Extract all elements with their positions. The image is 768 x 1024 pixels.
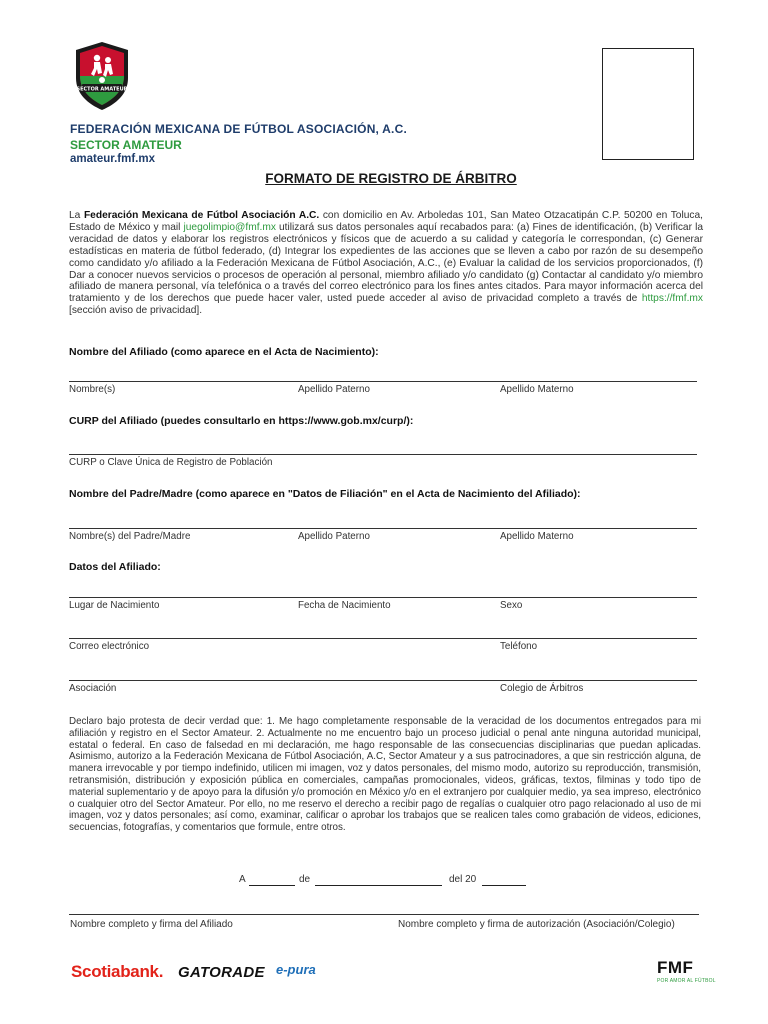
label-colegio: Colegio de Árbitros	[500, 683, 584, 694]
date-del-label: del 20	[449, 874, 477, 885]
label-nombres: Nombre(s)	[69, 384, 116, 395]
label-apellido-paterno: Apellido Paterno	[298, 384, 370, 395]
year-line[interactable]	[482, 885, 526, 886]
label-sexo: Sexo	[500, 600, 523, 611]
section-data-heading: Datos del Afiliado:	[69, 561, 161, 573]
label-fecha: Fecha de Nacimiento	[298, 600, 391, 611]
sector-amateur-logo	[72, 40, 132, 112]
org-name: FEDERACIÓN MEXICANA DE FÚTBOL ASOCIACIÓN, A.C.	[70, 122, 407, 136]
privacy-org-name: Federación Mexicana de Fútbol Asociación A.C.	[83, 210, 320, 221]
privacy-notice	[69, 210, 703, 317]
gatorade-logo: GATORADE	[178, 964, 265, 981]
privacy-text-2: con domicilio en Av. Arboledas 101, San Mateo Otzacatipán C.P. 50200 en Toluca, Estado de México y mail	[69, 210, 703, 233]
scotiabank-logo: Scotiabank.	[71, 962, 164, 981]
privacy-text-3: utilizará sus datos personales aquí recabados para: (a) Fines de identificación, (b) Verificar la veracidad de datos y elaborar los registros electrónicos y físicos que de acuerdo a su calidad y categoría le correspondan, (c) Generar estadísticas en materia de fútbol federado, (d) Integrar los expedientes de las acciones que se lleven a cabo por razón de su desempeño como candidato y/o afiliado a la Federación Mexicana de Fútbol Asociación, A.C., (e) Evaluar la calidad de los servicios proporcionados, (f) Dar a conocer nuevos servicios o procesos de operación al personal, miembro afiliado y/o candidato (g) Contactar al candidato y/o miembro afiliado de manera personal, vía telefónica o a través del correo electrónico para los fines antes citados. Para mayor información acerca del tratamiento y de los derechos que puede hacer valer, usted puede acceder al aviso de privacidad completo a través de	[69, 221, 703, 305]
logo-text: SECTOR AMATEUR	[76, 86, 128, 93]
curp-line[interactable]	[69, 454, 697, 455]
label-curp: CURP o Clave Única de Registro de Población	[69, 457, 273, 468]
signature-left-label: Nombre completo y firma del Afiliado	[70, 919, 233, 930]
label-asociacion: Asociación	[69, 683, 117, 694]
privacy-text-1: La	[69, 210, 84, 221]
signature-right-label: Nombre completo y firma de autorización (Asociación/Colegio)	[398, 919, 675, 930]
association-line[interactable]	[69, 680, 697, 681]
label-lugar: Lugar de Nacimiento	[69, 600, 160, 611]
label-telefono: Teléfono	[500, 641, 538, 652]
fmf-logo-tagline: POR AMOR AL FÚTBOL	[657, 978, 716, 984]
name-line[interactable]	[69, 381, 697, 382]
org-url[interactable]: amateur.fmf.mx	[70, 153, 156, 165]
place-line[interactable]	[249, 885, 295, 886]
fmf-logo-text: FMF	[657, 958, 694, 977]
fmf-logo	[657, 958, 716, 984]
label-padre-nombre: Nombre(s) del Padre/Madre	[69, 531, 191, 542]
label-correo: Correo electrónico	[69, 641, 150, 652]
section-parent-heading: Nombre del Padre/Madre (como aparece en "Datos de Filiación" en el Acta de Nacimiento del Afiliado):	[69, 488, 581, 500]
date-a-label: A	[239, 874, 246, 885]
signature-line[interactable]	[69, 914, 699, 915]
parent-line[interactable]	[69, 528, 697, 529]
declaration-text: Declaro bajo protesta de decir verdad que: 1. Me hago completamente responsable de la veracidad de los documentos entregados para mi afiliación y registro en el Sector Amateur. 2. Actualmente no me encuentro bajo un proceso judicial o penal ante ninguna autoridad municipal, estatal o federal. En caso de falsedad en mi declaración, me hago responsable de las consecuencias disciplinarias que puedan aplicadas. Asimismo, autorizo a la Federación Mexicana de Fútbol Asociación, A.C, Sector Amateur y a sus patrocinadores, a que sin restricción alguna, de manera irrevocable y por tiempo indefinido, utilicen mi imagen, voz y datos personales, del mismo modo, autorizo su reproducción, transmisión, retransmisión, distribución y exposición pública en comerciales, campañas promocionales, videos, gráficas, textos, filminas y todo tipo de material suplementario y de apoyo para la difusión y/o promoción en México y/o en el extranjero por cualquier medio, ya sea impreso, electrónico o cualquier otro del Sector Amateur. Por ello, no me reservo el derecho a recibir pago de regalías o cualquier otro pago relacionado al uso de mi imagen, voz y datos personales; así como, examinar, calificar o aprobar los trabajos que se realicen tales como grabación de videos, ediciones, secuencias, fotografías, y comentarios que formule, entre otros.	[69, 716, 701, 834]
day-month-line[interactable]	[315, 885, 442, 886]
privacy-email-link[interactable]: juegolimpio@fmf.mx	[183, 221, 276, 233]
birth-line[interactable]	[69, 597, 697, 598]
label-padre-paterno: Apellido Paterno	[298, 531, 370, 542]
photo-box[interactable]	[602, 48, 694, 160]
privacy-url-link[interactable]: https://fmf.mx	[641, 293, 703, 305]
section-curp-heading: CURP del Afiliado (puedes consultarlo en https://www.gob.mx/curp/):	[69, 415, 414, 427]
privacy-text-4: [sección aviso de privacidad].	[69, 305, 203, 317]
label-padre-materno: Apellido Materno	[500, 531, 574, 542]
epura-logo: e-pura	[276, 962, 316, 977]
label-apellido-materno: Apellido Materno	[500, 384, 574, 395]
contact-line[interactable]	[69, 638, 697, 639]
form-title: FORMATO DE REGISTRO DE ÁRBITRO	[265, 171, 517, 186]
section-name-heading: Nombre del Afiliado (como aparece en el Acta de Nacimiento):	[69, 346, 379, 358]
date-de-label: de	[299, 874, 311, 885]
org-subtitle: SECTOR AMATEUR	[70, 138, 182, 152]
